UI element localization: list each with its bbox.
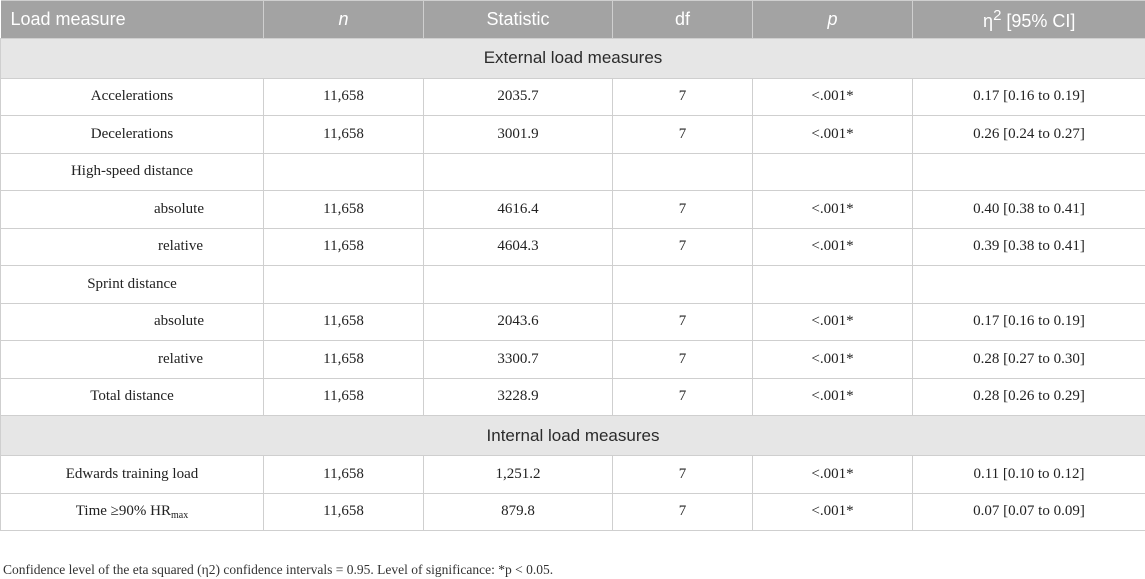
cell-empty xyxy=(753,266,913,304)
header-row xyxy=(1,1,1145,39)
table-row xyxy=(1,456,1145,494)
section-row-external xyxy=(1,38,1145,78)
cell-eta: 0.28 [0.26 to 0.29] xyxy=(913,378,1145,416)
table-row xyxy=(1,228,1145,266)
header-load-measure: Load measure xyxy=(1,1,264,39)
cell-n: 11,658 xyxy=(264,116,424,154)
row-label-main: Time ≥90% HR xyxy=(75,502,171,519)
cell-empty xyxy=(753,153,913,191)
cell-empty xyxy=(424,266,613,304)
row-label xyxy=(1,493,264,531)
cell-eta: 0.17 [0.16 to 0.19] xyxy=(913,78,1145,116)
cell-n: 11,658 xyxy=(264,303,424,341)
cell-statistic: 3228.9 xyxy=(424,378,613,416)
row-group-label: High-speed distance xyxy=(1,153,264,191)
cell-n: 11,658 xyxy=(264,378,424,416)
cell-empty xyxy=(264,266,424,304)
cell-empty xyxy=(913,153,1145,191)
cell-p: <.001* xyxy=(753,378,913,416)
table-row xyxy=(1,493,1145,531)
row-label: relative xyxy=(1,228,264,266)
section-title-internal: Internal load measures xyxy=(1,416,1145,456)
header-statistic: Statistic xyxy=(424,1,613,39)
eta-superscript: 2 xyxy=(993,6,1002,24)
eta-ci-label: [95% CI] xyxy=(1001,10,1076,31)
cell-p: <.001* xyxy=(753,341,913,379)
cell-empty xyxy=(913,266,1145,304)
cell-statistic: 3300.7 xyxy=(424,341,613,379)
cell-eta: 0.17 [0.16 to 0.19] xyxy=(913,303,1145,341)
table-footnote: Confidence level of the eta squared (η2) confidence intervals = 0.95. Level of significance: *p < 0.05. xyxy=(3,562,554,577)
cell-p: <.001* xyxy=(753,191,913,229)
cell-empty xyxy=(613,153,753,191)
cell-df: 7 xyxy=(613,78,753,116)
row-label: absolute xyxy=(1,191,264,229)
cell-empty xyxy=(613,266,753,304)
cell-df: 7 xyxy=(613,493,753,531)
cell-empty xyxy=(264,153,424,191)
cell-df: 7 xyxy=(613,456,753,494)
section-row-internal xyxy=(1,416,1145,456)
cell-df: 7 xyxy=(613,378,753,416)
cell-p: <.001* xyxy=(753,78,913,116)
cell-p: <.001* xyxy=(753,303,913,341)
table-row xyxy=(1,378,1145,416)
row-label: Edwards training load xyxy=(1,456,264,494)
row-label: Total distance xyxy=(1,378,264,416)
row-label-subscript: max xyxy=(170,509,189,521)
cell-df: 7 xyxy=(613,228,753,266)
row-label: Decelerations xyxy=(1,116,264,154)
cell-n: 11,658 xyxy=(264,228,424,266)
table-row xyxy=(1,191,1145,229)
cell-n: 11,658 xyxy=(264,456,424,494)
cell-eta: 0.07 [0.07 to 0.09] xyxy=(913,493,1145,531)
table-row xyxy=(1,78,1145,116)
table-row xyxy=(1,341,1145,379)
cell-statistic: 4604.3 xyxy=(424,228,613,266)
cell-statistic: 2035.7 xyxy=(424,78,613,116)
header-df: df xyxy=(613,1,753,39)
cell-statistic: 2043.6 xyxy=(424,303,613,341)
cell-statistic: 879.8 xyxy=(424,493,613,531)
header-p-label: p xyxy=(827,8,838,29)
eta-symbol: η xyxy=(983,10,994,31)
cell-df: 7 xyxy=(613,116,753,154)
cell-statistic: 3001.9 xyxy=(424,116,613,154)
cell-p: <.001* xyxy=(753,228,913,266)
cell-eta: 0.40 [0.38 to 0.41] xyxy=(913,191,1145,229)
cell-eta: 0.26 [0.24 to 0.27] xyxy=(913,116,1145,154)
row-group-label: Sprint distance xyxy=(1,266,264,304)
cell-statistic: 1,251.2 xyxy=(424,456,613,494)
header-eta-squared xyxy=(913,1,1145,39)
cell-statistic: 4616.4 xyxy=(424,191,613,229)
header-p xyxy=(753,1,913,39)
cell-n: 11,658 xyxy=(264,78,424,116)
cell-n: 11,658 xyxy=(264,341,424,379)
table-row xyxy=(1,116,1145,154)
cell-p: <.001* xyxy=(753,456,913,494)
row-label: Accelerations xyxy=(1,78,264,116)
cell-df: 7 xyxy=(613,341,753,379)
table-row xyxy=(1,303,1145,341)
cell-p: <.001* xyxy=(753,116,913,154)
cell-eta: 0.28 [0.27 to 0.30] xyxy=(913,341,1145,379)
cell-eta: 0.11 [0.10 to 0.12] xyxy=(913,456,1145,494)
header-n xyxy=(264,1,424,39)
cell-eta: 0.39 [0.38 to 0.41] xyxy=(913,228,1145,266)
section-title-external: External load measures xyxy=(1,38,1145,78)
cell-empty xyxy=(424,153,613,191)
row-label: relative xyxy=(1,341,264,379)
table-row-group xyxy=(1,153,1145,191)
cell-n: 11,658 xyxy=(264,493,424,531)
cell-n: 11,658 xyxy=(264,191,424,229)
table-row-group xyxy=(1,266,1145,304)
cell-df: 7 xyxy=(613,303,753,341)
header-n-label: n xyxy=(338,8,349,29)
cell-p: <.001* xyxy=(753,493,913,531)
cell-df: 7 xyxy=(613,191,753,229)
row-label: absolute xyxy=(1,303,264,341)
